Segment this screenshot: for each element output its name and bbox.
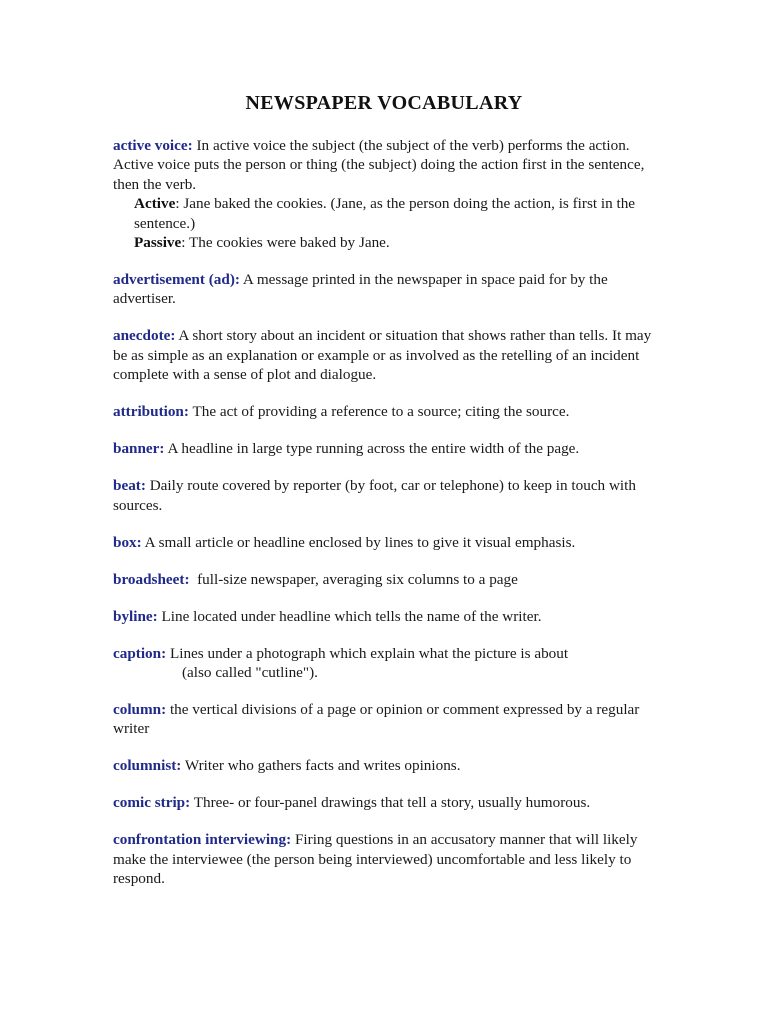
entry-comic-strip bbox=[113, 793, 658, 812]
entry-advertisement bbox=[113, 270, 658, 309]
definition-attribution: The act of providing a reference to a source; citing the source. bbox=[192, 403, 570, 421]
term-columnist: columnist: bbox=[113, 757, 182, 775]
example-active-text: : Jane baked the cookies. (Jane, as the person doing the action, is first in the sentence.) bbox=[134, 195, 636, 232]
definition-caption: Lines under a photograph which explain what the picture is about bbox=[169, 644, 569, 662]
example-passive-text: : The cookies were baked by Jane. bbox=[181, 234, 390, 252]
definition-beat: Daily route covered by reporter (by foot, car or telephone) to keep in touch with sources. bbox=[113, 477, 636, 514]
definition-active-voice: In active voice the subject (the subject of the verb) performs the action. Active voice puts the person or thing (the subject) doing the action first in the sentence, then the verb. bbox=[113, 137, 645, 193]
term-active-voice: active voice: bbox=[113, 137, 193, 154]
entry-attribution bbox=[113, 402, 658, 421]
definition-comic-strip: Three- or four-panel drawings that tell a story, usually humorous. bbox=[193, 794, 591, 812]
term-anecdote: anecdote: bbox=[113, 327, 176, 345]
definition-box: A small article or headline enclosed by lines to give it visual emphasis. bbox=[144, 533, 576, 551]
entry-anecdote bbox=[113, 326, 658, 384]
term-broadsheet: broadsheet: bbox=[113, 570, 190, 588]
entry-beat bbox=[113, 476, 658, 515]
definition-byline: Line located under headline which tells the name of the writer. bbox=[161, 607, 542, 625]
term-box: box: bbox=[113, 533, 142, 551]
entry-column bbox=[113, 700, 658, 739]
entry-box bbox=[113, 533, 658, 552]
entry-byline bbox=[113, 607, 658, 626]
definition-banner: A headline in large type running across the entire width of the page. bbox=[167, 440, 580, 458]
example-passive bbox=[113, 233, 658, 252]
example-passive-label: Passive bbox=[134, 234, 182, 252]
example-active bbox=[113, 194, 658, 233]
definition-broadsheet: full-size newspaper, averaging six columns to a page bbox=[197, 570, 518, 588]
term-attribution: attribution: bbox=[113, 403, 189, 421]
term-caption: caption: bbox=[113, 644, 167, 662]
term-advertisement: advertisement (ad): bbox=[113, 271, 240, 289]
term-beat: beat: bbox=[113, 477, 146, 495]
entry-confrontation-interviewing bbox=[113, 830, 658, 888]
definition-columnist: Writer who gathers facts and writes opinions. bbox=[184, 757, 461, 775]
term-comic-strip: comic strip: bbox=[113, 794, 191, 812]
definition-advertisement: A message printed in the newspaper in space paid for by the advertiser. bbox=[113, 271, 608, 308]
definition-anecdote: A short story about an incident or situation that shows rather than tells. It may be as simple as an explanation or example or as involved as the retelling of an incident complete with a sense of plot and dialogue. bbox=[113, 327, 652, 384]
caption-continuation: (also called "cutline"). bbox=[182, 664, 318, 682]
entry-caption bbox=[113, 644, 658, 683]
entry-active-voice bbox=[113, 136, 658, 252]
term-confrontation-interviewing: confrontation interviewing: bbox=[113, 831, 292, 849]
entry-columnist bbox=[113, 756, 658, 775]
term-byline: byline: bbox=[113, 607, 158, 625]
definition-column: the vertical divisions of a page or opinion or comment expressed by a regular writer bbox=[113, 701, 640, 738]
entry-broadsheet bbox=[113, 570, 658, 589]
example-active-label: Active bbox=[134, 195, 176, 213]
page-title: NEWSPAPER VOCABULARY bbox=[245, 92, 523, 114]
definition-confrontation-interviewing: Firing questions in an accusatory manner that will likely make the interviewee (the person being interviewed) uncomfortable and less likely to respond. bbox=[113, 831, 638, 888]
vocabulary-list bbox=[113, 136, 658, 906]
term-banner: banner: bbox=[113, 440, 165, 458]
entry-banner bbox=[113, 439, 658, 458]
term-column: column: bbox=[113, 701, 167, 719]
